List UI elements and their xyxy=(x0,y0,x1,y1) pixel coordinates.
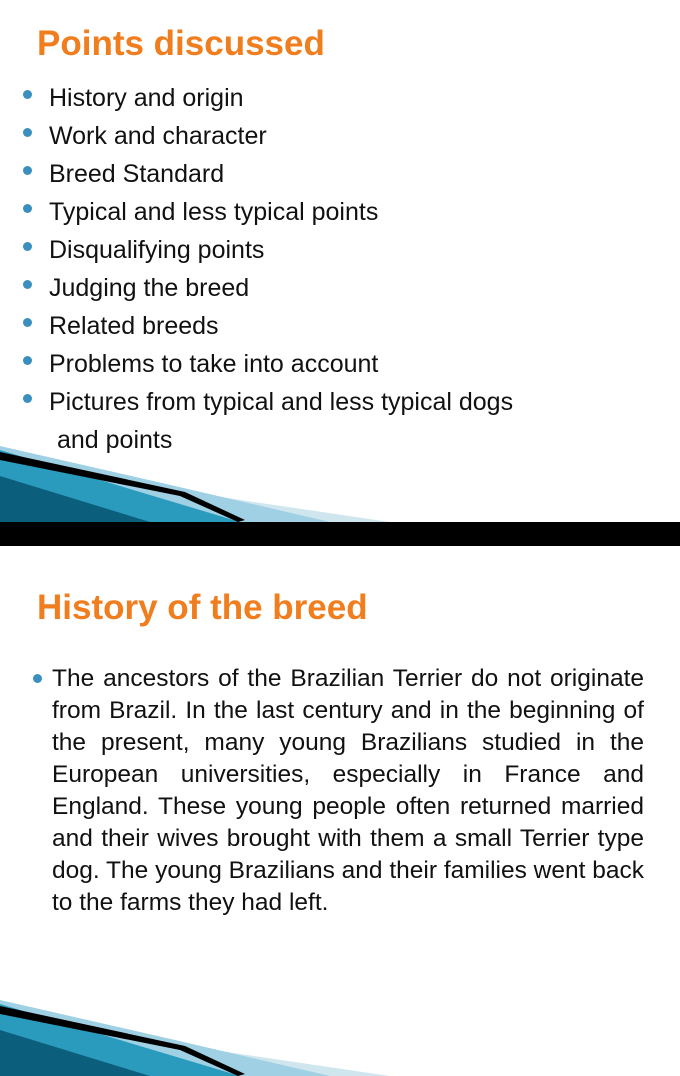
list-item xyxy=(20,193,660,231)
list-item-text: Judging the breed xyxy=(49,274,250,302)
list-item-text: Work and character xyxy=(49,122,267,150)
bullet-icon xyxy=(23,90,32,99)
bullet-icon xyxy=(33,674,42,683)
list-item-text: History and origin xyxy=(49,84,244,112)
bullet-icon xyxy=(23,280,32,289)
points-list xyxy=(20,79,660,459)
bullet-icon xyxy=(23,166,32,175)
list-item-text: Typical and less typical points xyxy=(49,198,379,226)
list-item xyxy=(20,155,660,193)
decorative-swoosh xyxy=(0,432,680,522)
list-item xyxy=(20,269,660,307)
decorative-swoosh xyxy=(0,986,680,1076)
bullet-icon xyxy=(23,204,32,213)
list-item xyxy=(20,307,660,345)
slide-title: History of the breed xyxy=(37,588,368,627)
list-item-text: Pictures from typical and less typical dogs xyxy=(49,388,514,416)
list-item xyxy=(20,117,660,155)
list-item xyxy=(20,231,660,269)
list-item-text: Disqualifying points xyxy=(49,236,265,264)
bullet-icon xyxy=(23,318,32,327)
slide-history-of-the-breed xyxy=(0,546,680,1076)
bullet-icon xyxy=(23,394,32,403)
list-item xyxy=(28,663,644,919)
list-item xyxy=(20,79,660,117)
list-item-text: Related breeds xyxy=(49,312,219,340)
slide-title: Points discussed xyxy=(37,24,325,63)
list-item xyxy=(20,345,660,383)
list-item-continuation: and points xyxy=(57,426,173,454)
history-paragraph: The ancestors of the Brazilian Terrier do not originate from Brazil. In the last century and in the beginning of the present, many young Brazilians studied in the European universities, especially in France and England. These young people often returned married and their wives brought with them a small Terrier type dog. The young Brazilians and their families went back to the farms they had left. xyxy=(52,665,644,916)
bullet-icon xyxy=(23,356,32,365)
bullet-icon xyxy=(23,128,32,137)
bullet-icon xyxy=(23,242,32,251)
list-item-text: Breed Standard xyxy=(49,160,225,188)
slide-points-discussed xyxy=(0,0,680,522)
list-item-text: Problems to take into account xyxy=(49,350,379,378)
